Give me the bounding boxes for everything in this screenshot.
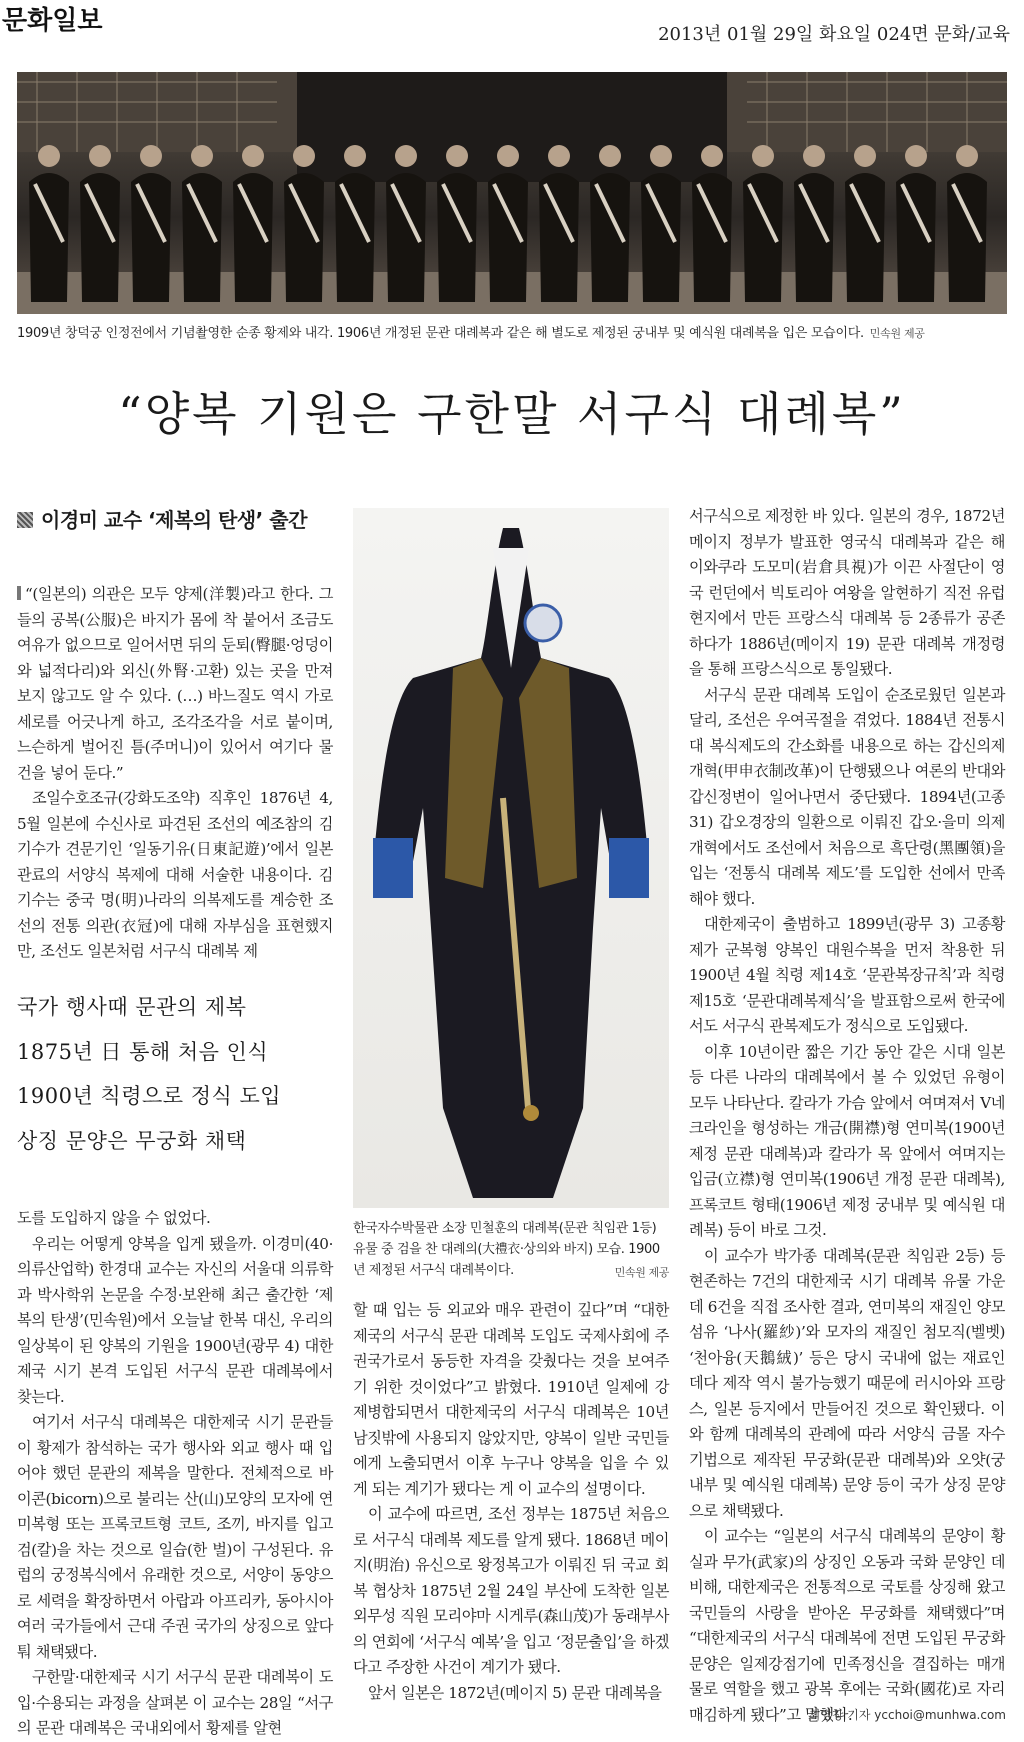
figure-head [956,145,978,167]
figure-head [89,145,111,167]
mid-caption-credit: 민속원 제공 [614,1266,669,1279]
figure-head [344,145,366,167]
figure-head [497,145,519,167]
paragraph-mark-icon [17,586,21,600]
figure-head [548,145,570,167]
top-photo-caption [17,322,1007,341]
top-caption-credit: 민속원 제공 [869,327,925,340]
ceremonial-uniform-illustration [353,508,669,1208]
paragraph: 할 때 입는 등 외교와 매우 관련이 깊다”며 “대한제국의 서구식 문관 대례복 도입도 국제사회에 주권국가로서 동등한 자격을 갖췄다는 것을 보여주기 위한 것이었다”고 밝혔다. 1910년 일제에 강제병합되면서 대한제국의 서구식 대례복은 10년 남짓밖에 사용되지 않았지만, 양복이 일반 국민들에게 노출되면서 이후 누구나 양복을 입을 수 있게 되는 계기가 됐다는 게 이 교수의 설명이다. [353,1301,669,1498]
figure-head [854,145,876,167]
masthead: 문화일보 [2,6,103,36]
paragraph [17,582,333,786]
dateline: 2013년 01월 29일 화요일 024면 문화/교육 [658,24,1010,45]
paragraph: 도를 도입하지 않을 수 없었다. [17,1209,211,1227]
pull-quote [17,985,333,1163]
paragraph: 서구식 문관 대례복 도입이 순조로웠던 일본과 달리, 조선은 우여곡절을 겪었다. 1884년 전통시대 복식제도의 간소화를 내용으로 하는 갑신의제개혁(甲申衣制改革)이 단행됐으나 여론의 반대와 갑신정변이 일어나면서 중단됐다. 1894년(고종 31) 갑오경장의 일환으로 이뤄진 갑오·을미 의제개혁에서도 조선에서 처음으로 흑단령(黑團領)을 입는 ‘전통식 대례복 제도’를 도입한 선에서 만족해야 했다. [689,685,1005,908]
paragraph: 이 교수가 박가종 대례복(문관 칙임관 2등) 등 현존하는 7건의 대한제국 시기 대례복 유물 가운데 6건을 직접 조사한 결과, 연미복의 재질인 양모섬유 ‘나사(羅紗)’와 모자의 재질인 첨모직(벨벳) ‘천아융(天鵝絨)’ 등은 당시 국내에 없는 재료인 데다 제작 역시 불가능했기 때문에 러시아와 프랑스, 일본 등지에서 만들어진 것으로 확인됐다. 이와 함께 대례복의 관례에 따라 서양식 금몰 자수 기법으로 제작된 무궁화(문관 대례복)와 오얏(궁내부 및 예식원 대례복) 문양 등이 국가 상징 문양으로 채택됐다. [689,1246,1005,1520]
column-3 [689,504,1005,1728]
pull-quote-line: 상징 문양은 무궁화 채택 [17,1128,247,1153]
paragraph: 앞서 일본은 1872년(메이지 5) 문관 대례복을 [368,1683,662,1702]
top-caption-text: 1909년 창덕궁 인정전에서 기념촬영한 순종 황제와 내각. 1906년 개정된 문관 대례복과 같은 해 별도로 제정된 궁내부 및 예식원 대례복을 입은 모습이다. [17,326,864,341]
column-1-top [17,582,333,965]
paragraph: 구한말·대한제국 시기 서구식 문관 대례복이 도입·수용되는 과정을 살펴본 이 교수는 28일 “서구의 문관 대례복은 국내외에서 황제를 알현 [17,1668,333,1737]
figure-head [701,145,723,167]
figure-head [140,145,162,167]
subhead-text: 이경미 교수 ‘제복의 탄생’ 출간 [41,508,307,532]
paragraph: 이후 10년이란 짧은 기간 동안 같은 시대 일본 등 다른 나라의 대례복에서 볼 수 있었던 유형이 모두 나타난다. 칼라가 가슴 앞에서 여며져서 V네크라인을 형성하는 개금(開襟)형 연미복(1900년 제정 문관 대례복)과 칼라가 목 앞에서 여며지는 입금(立襟)형 연미복(1906년 개정 문관 대례복), 프록코트 형태(1906년 제정 궁내부 및 예식원 대례복) 등이 바로 그것. [689,1042,1005,1239]
group-photo-illustration [17,72,1007,314]
subhead [17,504,307,533]
uniform-photo [353,508,669,1208]
figure-head [242,145,264,167]
pull-quote-line: 1875년 日 통해 처음 인식 [17,1039,269,1064]
paragraph: 이 교수는 “일본의 서구식 대례복의 문양이 황실과 무가(武家)의 상징인 오동과 국화 문양인 데 비해, 대한제국은 전통적으로 국토를 상징해 왔고 국민들의 사랑을 받아온 무궁화를 채택했다”며 “대한제국의 서구식 대례복에 전면 도입된 무궁화 문양은 일제강점기에 민족정신을 결집하는 매개물로 역할을 했고 광복 후에는 국화(國花)로 자리매김하게 됐다”고 말했다. [689,1527,1005,1724]
figure-head [38,145,60,167]
paragraph-text: “(일본의) 의관은 모두 양제(洋製)라고 한다. 그들의 공복(公服)은 바지가 몸에 착 붙어서 조금도 여유가 없으므로 일어서면 뒤의 둔퇴(臀腿·엉덩이와 넓적다리)와 외신(外腎·고환) 있는 곳을 만져 보지 않고도 알 수 있다. (…) 바느질도 역시 가로세로를 어긋나게 하고, 조각조각을 서로 붙이며, 느슨하게 벌어진 틈(주머니)이 있어서 여기다 물건을 넣어 둔다.” [17,585,333,782]
paragraph: 이 교수에 따르면, 조선 정부는 1875년 처음으로 서구식 대례복 제도를 알게 됐다. 1868년 메이지(明治) 유신으로 왕정복고가 이뤄진 뒤 국교 회복 협상차 1875년 2월 24일 부산에 도착한 일본 외무성 직원 모리야마 시게루(森山茂)가 동래부사의 연회에 ‘서구식 예복’을 입고 ‘정문출입’을 하겠다고 주장한 사건이 계기가 됐다. [353,1505,669,1676]
column-1-bottom [17,1206,333,1742]
figure-head [293,145,315,167]
headline: “양복 기원은 구한말 서구식 대례복” [118,387,906,441]
uniform-photo-caption [353,1218,669,1283]
mid-caption-text: 한국자수박물관 소장 민철훈의 대례복(문관 칙임관 1등) 유물 중 검을 찬 대례의(大禮衣·상의와 바지) 모습. 1900년 제정된 서구식 대례복이다. [353,1221,660,1278]
figure-head [599,145,621,167]
pull-quote-line: 국가 행사때 문관의 제복 [17,995,247,1019]
figure-head [752,145,774,167]
paragraph: 우리는 어떻게 양복을 입게 됐을까. 이경미(40·의류산업학) 한경대 교수는 자신의 서울대 의류학과 박사학위 논문을 수정·보완해 최근 출간한 ‘제복의 탄생’(민속원)에서 오늘날 한복 대신, 우리의 일상복이 된 양복의 기원을 1900년(광무 4) 대한제국 시기 본격 도입된 서구식 문관 대례복에서 찾는다. [17,1234,333,1406]
figure-head [446,145,468,167]
pull-quote-line: 1900년 칙령으로 정식 도입 [17,1084,282,1108]
figure-head [905,145,927,167]
paragraph: 여기서 서구식 대례복은 대한제국 시기 문관들이 황제가 참석하는 국가 행사와 외교 행사 때 입어야 했던 문관의 제복을 말한다. 전체적으로 바이콘(bicorn)으로 불리는 산(山)모양의 모자에 연미복형 또는 프록코트형 코트, 조끼, 바지를 입고 검(칼)을 차는 것으로 일습(한 벌)이 구성된다. 유럽의 궁정복식에서 유래한 것으로, 서양이 동양으로 세력을 확장하면서 아랍과 아프리카, 동아시아 여러 국가들에서 근대 주권 국가의 상징으로 앞다퉈 채택됐다. [17,1413,333,1661]
paragraph: 조일수호조규(강화도조약) 직후인 1876년 4, 5월 일본에 수신사로 파견된 조선의 예조참의 김기수가 견문기인 ‘일동기유(日東記遊)’에서 일본 관료의 서양식 복제에 대해 서술한 내용이다. 김기수는 중국 명(明)나라의 의복제도를 계승한 조선의 전통 의관(衣冠)에 대해 자부심을 표현했지만, 조선도 일본처럼 서구식 대례복 제 [17,789,333,960]
figure-head [803,145,825,167]
byline: 최영창 기자 ycchoi@munhwa.com [808,1708,1006,1722]
figure-head [395,145,417,167]
column-2 [353,1298,669,1706]
top-photo [17,72,1007,314]
square-bullet-icon [17,512,33,528]
paragraph: 서구식으로 제정한 바 있다. 일본의 경우, 1872년 메이지 정부가 발표한 영국식 대례복과 같은 해 이와쿠라 도모미(岩倉具視)가 이끈 사절단이 영국 런던에서 빅토리아 여왕을 알현하기 직전 유럽 현지에서 만든 프랑스식 대례복 등 2종류가 공존하다가 1886년(메이지 19) 문관 대례복 개정령을 통해 프랑스식으로 통일됐다. [689,507,1005,678]
figure-head [191,145,213,167]
figure-head [650,145,672,167]
paragraph: 대한제국이 출범하고 1899년(광무 3) 고종황제가 군복형 양복인 대원수복을 먼저 착용한 뒤 1900년 4월 칙령 제14호 ‘문관복장규칙’과 칙령 제15호 ‘문관대례복제식’을 발표함으로써 한국에서도 서구식 관복제도가 정식으로 도입됐다. [689,915,1005,1035]
